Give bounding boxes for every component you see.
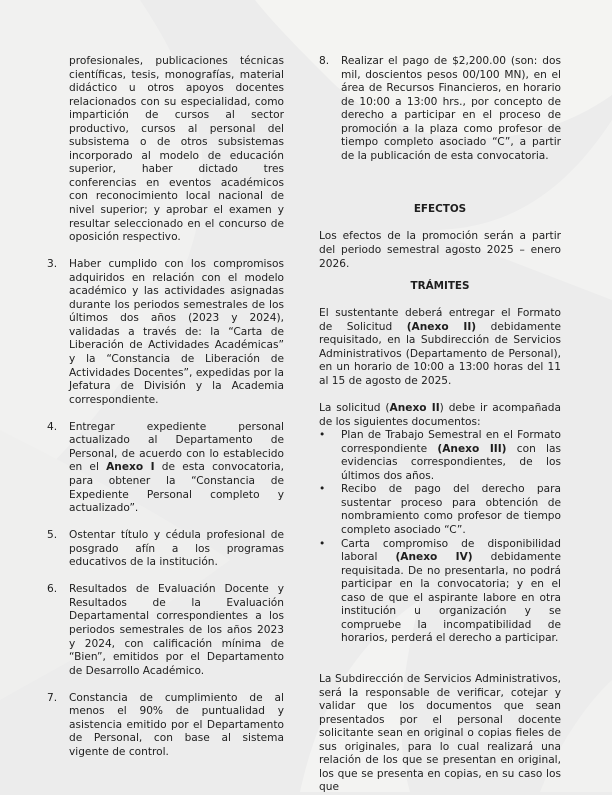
item-number: 7. xyxy=(47,691,58,704)
requirement-item-7 xyxy=(47,692,284,760)
item-number: 3. xyxy=(47,258,58,271)
item-number: 8. xyxy=(319,55,330,67)
text-span: ) debe ir acompañada de los siguientes documentos: xyxy=(319,402,561,428)
anexo-ii-bold: Anexo II xyxy=(389,402,440,415)
item-text: Ostentar título y cédula profesional de posgrado afín a los programas educativos de la institución. xyxy=(69,529,284,569)
item-text: Resultados de Evaluación Docente y Resultados de la Evaluación Departamental correspondientes a los periodos semestrales de los años 2023 y 2024, con calificación mínima de “Bien”, emitidos por el Departamento de Desarrollo Académico. xyxy=(69,583,284,677)
tramites-paragraph-2 xyxy=(319,402,561,429)
requirement-item-5 xyxy=(47,529,284,570)
text-span: Recibo de pago del derecho para sustentar proceso para obtención de nombramiento como profesor de tiempo completo asociado “C”. xyxy=(341,483,561,536)
requirement-item-8 xyxy=(319,55,561,163)
tramites-paragraph-1 xyxy=(319,307,561,388)
item-number: 6. xyxy=(47,583,58,596)
text-span: con las evidencias correspondientes, de los últimos dos años. xyxy=(341,442,561,482)
text-span: debidamente requisitado, en la Subdirección de Servicios Administrativos (Departamento de Personal), en un horario de 10:00 a 13:00 horas del 11 al 15 de agosto de 2025. xyxy=(319,320,562,387)
item-text: Realizar el pago de $2,200.00 (son: dos mil, doscientos pesos 00/100 MN), en el área de Recursos Financieros, en horario de 10:00 a 13:00 hrs., por concepto de derecho a participar en el proceso de promoción a la plaza como profesor de tiempo completo asociado “C”, a partir de la publicación de esta convocatoria. xyxy=(341,55,561,162)
text-span: Plan de Trabajo Semestral en el Formato correspondiente xyxy=(341,429,561,455)
right-column xyxy=(319,55,561,795)
item-number: 5. xyxy=(47,529,58,542)
requirement-item-6 xyxy=(47,583,284,678)
anexo-ii-bold: (Anexo II) xyxy=(406,320,477,333)
bullet-icon: • xyxy=(319,483,326,496)
section-heading-tramites: TRÁMITES xyxy=(410,280,470,293)
tramites-paragraph-3: La Subdirección de Servicios Administrativos, será la responsable de verificar, cotejar y validar que los documentos que sean presentados por el personal docente solicitante sean en original o copias fieles de sus originales, para lo cual realizará una relación de los que se presentan en original, los que se presenta en copias, en su caso los que xyxy=(319,672,561,794)
requirement-item-3 xyxy=(47,258,284,407)
item-text-before: Entregar expediente personal actualizado al Departamento de Personal, de acuerdo con lo establecido en el xyxy=(69,420,284,474)
efectos-text: Los efectos de la promoción serán a partir del periodo semestral agosto 2025 – enero 2026. xyxy=(319,230,561,270)
text-span: El sustentante deberá entregar el Formato de Solicitud xyxy=(319,307,561,333)
required-documents-list xyxy=(319,429,561,646)
requirement-item-4 xyxy=(47,421,284,516)
document-item-plan-trabajo xyxy=(319,429,561,483)
section-heading-efectos: EFECTOS xyxy=(413,203,467,216)
text-span: Carta compromiso de disponibilidad laboral xyxy=(341,537,561,564)
document-item-recibo-pago xyxy=(319,483,561,537)
text-span: La solicitud ( xyxy=(319,402,390,415)
anexo-iv-bold: (Anexo IV) xyxy=(395,551,473,564)
anexo-iii-bold: (Anexo III) xyxy=(437,442,507,455)
item-text: Haber cumplido con los compromisos adquiridos en relación con el modelo académico y las actividades asignadas durante los periodos semestrales de los últimos dos años (2023 y 2024), validadas a través de: la “Carta de Liberación de Actividades Académicas” y la “Constancia de Liberación de Actividades Docentes”, expedidas por la Jefatura de División y la Academia correspondiente. xyxy=(69,258,284,406)
requirements-list-continued xyxy=(319,55,561,163)
bullet-icon: • xyxy=(319,429,326,442)
bullet-icon: • xyxy=(319,537,326,550)
document-item-carta-compromiso xyxy=(319,538,561,646)
item-text: Constancia de cumplimiento de al menos el 90% de puntualidad y asistencia emitido por el Departamento de Personal, con base al sistema vigente de control. xyxy=(69,691,284,758)
left-column xyxy=(47,55,284,759)
text-span: debidamente requisitada. De no presentarla, no podrá participar en la convocatoria; y en el caso de que el aspirante labore en otra institución u organización y se compruebe la incompatibilidad de horarios, perderá el derecho a participar. xyxy=(341,551,561,645)
requirements-list xyxy=(47,258,284,759)
item-number: 4. xyxy=(47,420,58,433)
anexo-i-bold: Anexo I xyxy=(106,461,155,474)
item-2-continuation: profesionales, publicaciones técnicas científicas, tesis, monografías, material didáctico u otros apoyos docentes relacionados con su especialidad, como impartición de cursos al sector productivo, cursos al personal del subsistema o de otros subsistemas incorporado al modelo de educación superior, haber dictado tres conferencias en eventos académicos con reconocimiento local nacional de nivel superior; y aprobar el examen y resultar seleccionado en el concurso de oposición respectivo. xyxy=(69,55,284,244)
item-text-after: de esta convocatoria, para obtener la “Constancia de Expediente Personal completo y actualizado”. xyxy=(69,461,284,515)
